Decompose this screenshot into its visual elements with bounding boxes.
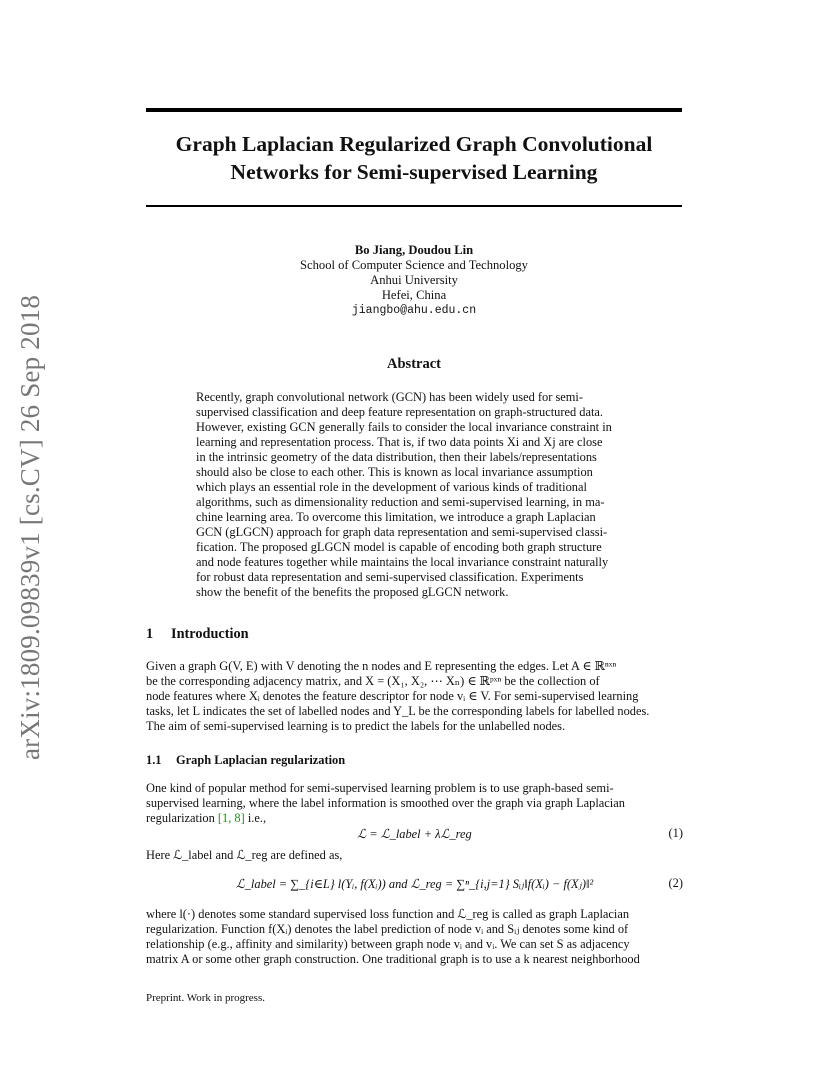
abstract-line: in the intrinsic geometry of the data distribution, then their labels/representations — [196, 450, 597, 464]
section-title: Introduction — [171, 626, 249, 642]
author-email[interactable]: jiangbo@ahu.edu.cn — [351, 304, 477, 317]
equation-2 — [146, 876, 683, 894]
subsection-title: Graph Laplacian regularization — [176, 753, 346, 767]
abstract-line: and node features together while maintains the local invariance constraint naturally — [196, 555, 609, 569]
equation-1 — [146, 826, 683, 844]
title-line-1: Graph Laplacian Regularized Graph Convolutional — [175, 132, 653, 156]
abstract-body — [196, 390, 634, 600]
gl-line-pre: regularization — [146, 811, 218, 825]
author-dept: School of Computer Science and Technology — [300, 258, 528, 272]
top-rule — [146, 108, 682, 112]
author-names: Bo Jiang, Doudou Lin — [354, 243, 474, 257]
intro-line: node features where Xᵢ denotes the feature descriptor for node vᵢ ∈ V. For semi-supervised learning — [146, 689, 639, 703]
author-city: Hefei, China — [381, 288, 447, 302]
equation-1-number: (1) — [668, 826, 683, 840]
intro-line: be the corresponding adjacency matrix, and X = (X₁, X₂, ⋯ Xₙ) ∈ ℝᵖˣⁿ be the collection of — [146, 674, 600, 688]
abstract-line: should also be close to each other. This is known as local invariance assumption — [196, 465, 593, 479]
abstract-line: which plays an essential role in the development of various kinds of traditional — [196, 480, 587, 494]
abstract-line: supervised classification and deep feature representation on graph-structured data. — [196, 405, 604, 419]
title-bottom-rule — [146, 205, 682, 207]
abstract-line: fication. The proposed gLGCN model is capable of encoding both graph structure — [196, 540, 602, 554]
abstract-line: GCN (gLGCN) approach for graph data representation and semi-supervised classi- — [196, 525, 608, 539]
abstract-line: for robust data representation and semi-supervised classification. Experiments — [196, 570, 584, 584]
abstract-line: show the benefit of the benefits the proposed gLGCN network. — [196, 585, 509, 599]
abstract-line: algorithms, such as dimensionality reduction and semi-supervised learning, in ma- — [196, 495, 605, 509]
section-number: 1 — [146, 626, 154, 642]
graph-laplacian-paragraph — [146, 781, 683, 826]
citation-link[interactable]: [1, 8] — [217, 811, 245, 825]
subsection-number: 1.1 — [146, 753, 162, 767]
section-heading-introduction — [146, 626, 249, 643]
where-line: where l(·) denotes some standard supervised loss function and ℒ_reg is called as graph Laplacian — [146, 907, 630, 921]
here-line: Here ℒ_label and ℒ_reg are defined as, — [146, 848, 343, 862]
intro-line: The aim of semi-supervised learning is to predict the labels for the unlabelled nodes. — [146, 719, 566, 733]
gl-line: supervised learning, where the label information is smoothed over the graph via graph Laplacian — [146, 796, 625, 810]
abstract-line: Recently, graph convolutional network (GCN) has been widely used for semi- — [196, 390, 583, 404]
where-line: matrix A or some other graph construction. One traditional graph is to use a k nearest neighborhood — [146, 952, 640, 966]
gl-line — [146, 811, 683, 826]
abstract-line: learning and representation process. That is, if two data points Xi and Xj are close — [196, 435, 603, 449]
paper-title — [146, 130, 682, 186]
author-block — [146, 243, 682, 318]
gl-line-post: i.e., — [244, 811, 267, 825]
abstract-line: chine learning area. To overcome this limitation, we introduce a graph Laplacian — [196, 510, 596, 524]
where-paragraph — [146, 907, 683, 967]
intro-line: tasks, let L indicates the set of labelled nodes and Y_L be the corresponding labels for labelled nodes. — [146, 704, 650, 718]
arxiv-stamp: arXiv:1809.09839v1 [cs.CV] 26 Sep 2018 — [15, 294, 45, 760]
equation-2-body: ℒ_label = ∑_{i∈L} l(Yᵢ, f(Xᵢ)) and ℒ_reg = ∑ⁿ_{i,j=1} Sᵢⱼ‖f(Xᵢ) − f(Xⱼ)‖² — [235, 877, 594, 891]
gl-line: One kind of popular method for semi-supervised learning problem is to use graph-based semi- — [146, 781, 614, 795]
intro-line: Given a graph G(V, E) with V denoting the n nodes and E representing the edges. Let A ∈ ℝⁿˣⁿ — [146, 659, 617, 673]
footer-note: Preprint. Work in progress. — [146, 992, 265, 1004]
title-line-2: Networks for Semi-supervised Learning — [230, 160, 598, 184]
equation-2-number: (2) — [668, 876, 683, 890]
author-univ: Anhui University — [370, 273, 458, 287]
where-line: relationship (e.g., affinity and similarity) between graph node vᵢ and vᵢ. We can set S as adjacency — [146, 937, 630, 951]
abstract-heading: Abstract — [387, 356, 441, 372]
intro-paragraph — [146, 659, 683, 734]
where-line: regularization. Function f(Xᵢ) denotes the label prediction of node vᵢ and Sᵢⱼ denotes some kind of — [146, 922, 629, 936]
abstract-line: However, existing GCN generally fails to consider the local invariance constraint in — [196, 420, 612, 434]
equation-1-body: ℒ = ℒ_label + λℒ_reg — [357, 827, 472, 841]
subsection-heading — [146, 753, 345, 768]
